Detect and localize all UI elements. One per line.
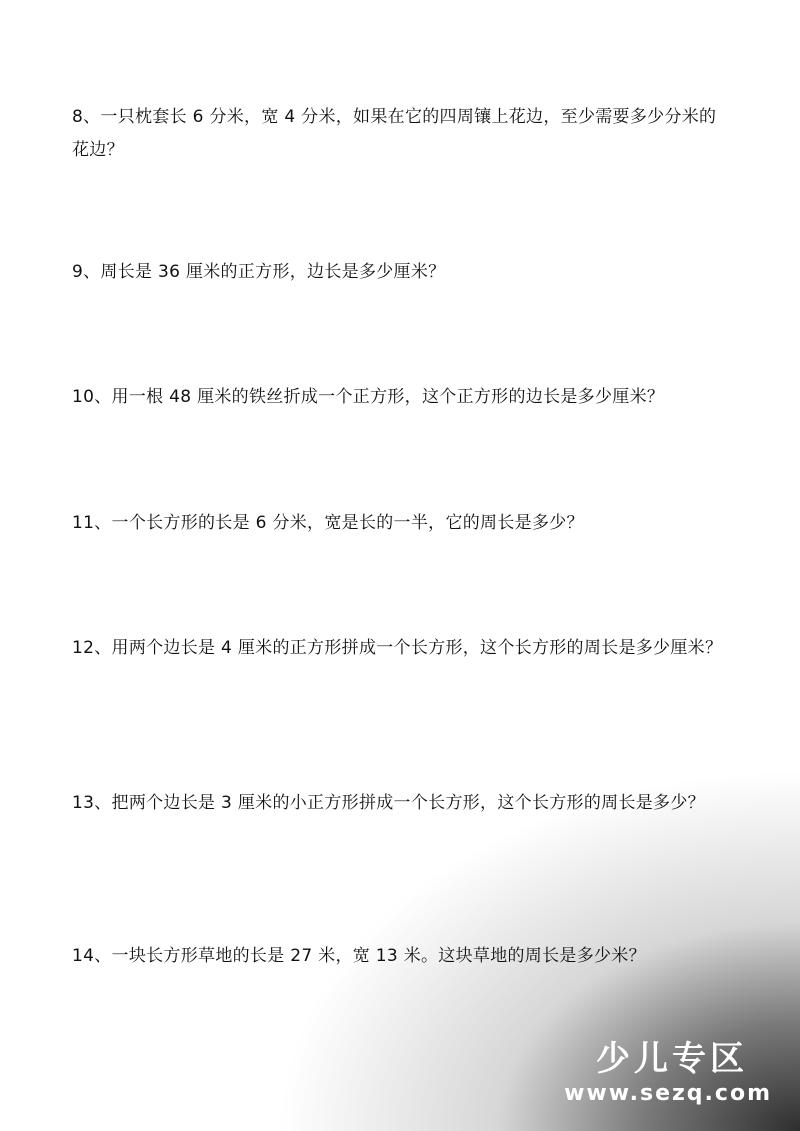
question-8: 8、一只枕套长 6 分米，宽 4 分米，如果在它的四周镶上花边，至少需要多少分米的花边？ bbox=[72, 107, 717, 160]
question-10: 10、用一根 48 厘米的铁丝折成一个正方形，这个正方形的边长是多少厘米？ bbox=[72, 387, 665, 407]
watermark-brand: 少儿专区 bbox=[596, 1039, 748, 1079]
question-12: 12、用两个边长是 4 厘米的正方形拼成一个长方形，这个长方形的周长是多少厘米？ bbox=[72, 638, 723, 658]
question-9: 9、周长是 36 厘米的正方形，边长是多少厘米？ bbox=[72, 262, 446, 282]
question-14: 14、一块长方形草地的长是 27 米，宽 13 米。这块草地的周长是多少米？ bbox=[72, 946, 646, 966]
watermark-url: www.sezq.com bbox=[564, 1081, 772, 1106]
question-13: 13、把两个边长是 3 厘米的小正方形拼成一个长方形，这个长方形的周长是多少？ bbox=[72, 793, 705, 813]
question-11: 11、一个长方形的长是 6 分米，宽是长的一半，它的周长是多少？ bbox=[72, 513, 584, 533]
site-watermark bbox=[564, 1039, 772, 1109]
